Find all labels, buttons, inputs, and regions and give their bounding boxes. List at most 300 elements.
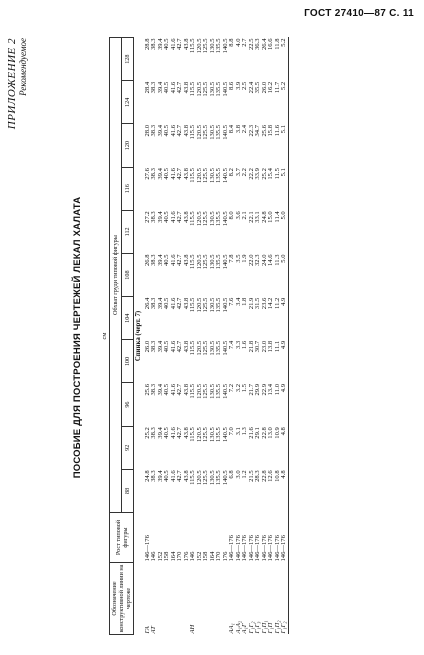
cell-value: 36.3 bbox=[254, 38, 261, 51]
cell-value: 21.8 bbox=[247, 340, 255, 353]
cell-value: 140.5 bbox=[221, 383, 229, 399]
cell-value: 40.5 bbox=[163, 470, 170, 482]
line-codes bbox=[229, 563, 288, 635]
cell-value: 38.3 bbox=[150, 81, 157, 94]
cell-value: 33.9 bbox=[254, 168, 261, 180]
cell-value: 130.5 bbox=[208, 340, 216, 356]
cell-value: 26.8 bbox=[143, 254, 151, 267]
cell-value: 39.4 bbox=[156, 383, 164, 396]
size-column-values bbox=[229, 253, 288, 296]
cell-value: 125.5 bbox=[202, 124, 209, 140]
cell-value: 26.4 bbox=[143, 297, 151, 310]
cell-value: 115.5 bbox=[189, 168, 196, 183]
cell-value: 4.9 bbox=[280, 297, 287, 306]
line-code: Г₁Г₃ bbox=[254, 621, 261, 634]
cell-value: 8.4 bbox=[228, 124, 235, 134]
cell-value: 23.6 bbox=[260, 297, 268, 310]
cell-value: 3.4 bbox=[234, 297, 242, 306]
size-column-values bbox=[229, 469, 288, 512]
cell-value: 43.8 bbox=[182, 38, 190, 51]
cell-value: 130.5 bbox=[208, 383, 216, 399]
size-column-values bbox=[145, 210, 191, 253]
cell-value: 21.7 bbox=[247, 383, 255, 396]
cell-value: 43.8 bbox=[182, 168, 190, 180]
cell-value: 120.5 bbox=[195, 124, 203, 140]
cell-value: 15.4 bbox=[267, 168, 274, 180]
cell-value: 135.5 bbox=[215, 297, 222, 313]
cell-value: 22.0 bbox=[247, 254, 255, 267]
cell-value: 11.1 bbox=[273, 340, 281, 353]
cell-value: 15.8 bbox=[267, 124, 274, 137]
line-code: АН bbox=[189, 624, 196, 634]
cell-value: 4.8 bbox=[280, 470, 287, 479]
cell-value: 140.5 bbox=[221, 297, 229, 313]
line-code: Г₁П₁ bbox=[260, 620, 268, 634]
cell-value: 3.0 bbox=[234, 470, 242, 479]
cell-value: 125.5 bbox=[202, 38, 209, 54]
cell-value: 16.2 bbox=[267, 81, 274, 94]
table-row bbox=[190, 38, 229, 635]
cell-value: 7.0 bbox=[228, 427, 235, 436]
cell-value: 39.4 bbox=[156, 211, 164, 223]
cell-value: 120.5 bbox=[195, 254, 203, 270]
cell-value: 28.0 bbox=[143, 124, 151, 137]
height-value: 146 bbox=[189, 551, 196, 562]
cell-value: 22.5 bbox=[247, 38, 255, 51]
cell-value: 120.5 bbox=[195, 211, 203, 227]
cell-value: 13.4 bbox=[267, 383, 274, 396]
cell-value: 120.5 bbox=[195, 297, 203, 313]
cell-value: 25.6 bbox=[143, 383, 151, 396]
cell-value: 12.6 bbox=[267, 470, 274, 482]
rotated-page bbox=[0, 20, 424, 655]
line-codes bbox=[145, 563, 191, 635]
cell-value: 3.1 bbox=[234, 427, 242, 436]
cell-value: 140.5 bbox=[221, 211, 229, 227]
cell-value: 39.4 bbox=[156, 340, 164, 353]
cell-value: 120.5 bbox=[195, 81, 203, 97]
cell-value: 8.6 bbox=[228, 81, 235, 91]
cell-value: 4.0 bbox=[234, 38, 242, 47]
cell-value: 41.6 bbox=[169, 254, 177, 267]
cell-value: 2.2 bbox=[241, 168, 248, 177]
cell-value: 135.5 bbox=[215, 81, 222, 97]
cell-value: 125.5 bbox=[202, 211, 209, 227]
line-code: Г₁П₂ bbox=[273, 620, 281, 634]
cell-value: 11.4 bbox=[273, 211, 281, 223]
cell-value: 22.1 bbox=[247, 211, 255, 223]
size-column-values bbox=[190, 210, 229, 253]
cell-value: 140.5 bbox=[221, 470, 229, 486]
cell-value: 1.2 bbox=[241, 470, 248, 479]
cell-value: 5.2 bbox=[280, 81, 287, 91]
annex-block bbox=[6, 38, 28, 129]
measurement-table bbox=[100, 37, 289, 635]
height-values bbox=[229, 513, 288, 563]
cell-value: 120.5 bbox=[195, 470, 203, 486]
cell-value: 22.9 bbox=[260, 383, 268, 396]
cell-value: 135.5 bbox=[215, 124, 222, 140]
cell-value: 130.5 bbox=[208, 297, 216, 313]
cell-value: 1.3 bbox=[241, 427, 248, 436]
cell-value: 24.0 bbox=[260, 254, 268, 267]
cell-value: 3.8 bbox=[234, 124, 242, 134]
height-value: 158 bbox=[202, 551, 209, 562]
cell-value: 115.5 bbox=[189, 383, 196, 399]
cell-value: 38.3 bbox=[150, 254, 157, 267]
cell-value: 11.2 bbox=[273, 297, 281, 309]
line-code: Г₁Г₂ bbox=[247, 621, 255, 634]
size-column-values bbox=[145, 253, 191, 296]
cell-value: 130.5 bbox=[208, 427, 216, 442]
cell-value: 39.4 bbox=[156, 470, 164, 482]
height-value: 176 bbox=[221, 551, 229, 562]
cell-value: 21.6 bbox=[247, 427, 255, 439]
line-code: Г₁П bbox=[267, 622, 274, 634]
size-header: 120 bbox=[122, 124, 134, 167]
height-value: 146—176 bbox=[234, 535, 242, 562]
line-code: АТ bbox=[150, 626, 157, 634]
cell-value: 11.8 bbox=[273, 38, 281, 50]
cell-value: 32.3 bbox=[254, 254, 261, 267]
size-column-values bbox=[145, 426, 191, 469]
cell-value: 43.8 bbox=[182, 254, 190, 267]
height-value: 176 bbox=[182, 551, 190, 562]
cell-value: 10.9 bbox=[273, 427, 281, 439]
height-value: 152 bbox=[156, 551, 164, 562]
cell-value: 40.5 bbox=[163, 297, 170, 310]
cell-value: 125.5 bbox=[202, 81, 209, 97]
cell-value: 10.8 bbox=[273, 470, 281, 482]
height-values bbox=[190, 513, 229, 563]
cell-value: 22.3 bbox=[247, 124, 255, 137]
cell-value: 40.5 bbox=[163, 340, 170, 353]
size-column-values bbox=[145, 383, 191, 426]
cell-value: 7.6 bbox=[228, 297, 235, 306]
size-column-values bbox=[145, 38, 191, 81]
cell-value: 1.6 bbox=[241, 340, 248, 350]
cell-value: 115.5 bbox=[189, 124, 196, 140]
cell-value: 41.6 bbox=[169, 297, 177, 310]
header-line-code: Обозначение конструктивной линии на чертеже bbox=[110, 563, 134, 635]
cell-value: 8.8 bbox=[228, 38, 235, 47]
size-header: 116 bbox=[122, 167, 134, 210]
cell-value: 21.9 bbox=[247, 297, 255, 310]
size-column-values bbox=[229, 383, 288, 426]
cell-value: 42.7 bbox=[176, 81, 183, 94]
cell-value: 42.7 bbox=[176, 211, 183, 223]
cell-value: 1.5 bbox=[241, 383, 248, 393]
size-column-values bbox=[229, 210, 288, 253]
size-column-values bbox=[145, 340, 191, 383]
cell-value: 11.7 bbox=[273, 81, 281, 94]
line-code: Г₁Г₂ bbox=[280, 621, 287, 634]
cell-value: 27.2 bbox=[143, 211, 151, 223]
height-value: 158 bbox=[163, 551, 170, 562]
line-code: ГА bbox=[143, 626, 151, 634]
height-value: 146—176 bbox=[254, 535, 261, 562]
cell-value: 140.5 bbox=[221, 168, 229, 183]
page-header: ГОСТ 27410—87 С. 11 bbox=[304, 8, 414, 19]
cell-value: 43.8 bbox=[182, 81, 190, 94]
cell-value: 3.6 bbox=[234, 211, 242, 220]
cell-value: 5.1 bbox=[280, 168, 287, 177]
cell-value: 39.4 bbox=[156, 38, 164, 51]
cell-value: 120.5 bbox=[195, 340, 203, 356]
cell-value: 38.3 bbox=[150, 383, 157, 396]
size-column-values bbox=[145, 297, 191, 340]
cell-value: 135.5 bbox=[215, 168, 222, 183]
cell-value: 125.5 bbox=[202, 427, 209, 442]
cell-value: 6.8 bbox=[228, 470, 235, 479]
cell-value: 115.5 bbox=[189, 470, 196, 485]
size-column-values bbox=[190, 38, 229, 81]
cell-value: 39.4 bbox=[156, 254, 164, 267]
cell-value: 39.4 bbox=[156, 124, 164, 137]
cell-value: 24.8 bbox=[143, 470, 151, 482]
size-header: 104 bbox=[122, 297, 134, 340]
cell-value: 7.8 bbox=[228, 254, 235, 263]
size-header: 112 bbox=[122, 210, 134, 253]
cell-value: 40.5 bbox=[163, 427, 170, 439]
cell-value: 22.2 bbox=[247, 168, 255, 180]
cell-value: 21.5 bbox=[247, 470, 255, 482]
cell-value: 125.5 bbox=[202, 383, 209, 399]
line-code: А₁А₂ bbox=[234, 620, 242, 634]
height-value: 146—176 bbox=[267, 535, 274, 562]
size-header: 88 bbox=[122, 469, 134, 512]
size-header: 100 bbox=[122, 340, 134, 383]
cell-value: 4.9 bbox=[280, 383, 287, 393]
size-column-values bbox=[145, 469, 191, 512]
cell-value: 41.6 bbox=[169, 427, 177, 439]
size-column-values bbox=[229, 167, 288, 210]
size-header: 124 bbox=[122, 81, 134, 124]
cell-value: 13.0 bbox=[267, 427, 274, 439]
cell-value: 130.5 bbox=[208, 168, 216, 183]
cell-value: 3.9 bbox=[234, 81, 242, 91]
cell-value: 42.7 bbox=[176, 168, 183, 180]
cell-value: 11.0 bbox=[273, 383, 281, 396]
cell-value: 30.7 bbox=[254, 340, 261, 353]
cell-value: 2.7 bbox=[241, 38, 248, 47]
cell-value: 1.9 bbox=[241, 254, 248, 263]
cell-value: 38.3 bbox=[150, 340, 157, 353]
cell-value: 8.0 bbox=[228, 211, 235, 220]
cell-value: 41.6 bbox=[169, 124, 177, 137]
cell-value: 28.3 bbox=[254, 470, 261, 482]
cell-value: 125.5 bbox=[202, 340, 209, 356]
annex-title: ПРИЛОЖЕНИЕ 2 bbox=[6, 38, 18, 130]
cell-value: 3.7 bbox=[234, 168, 242, 177]
line-codes bbox=[190, 563, 229, 635]
size-column-values bbox=[190, 297, 229, 340]
size-header: 92 bbox=[122, 426, 134, 469]
cell-value: 130.5 bbox=[208, 81, 216, 97]
cell-value: 42.7 bbox=[176, 124, 183, 137]
cell-value: 115.5 bbox=[189, 81, 196, 97]
cell-value: 42.7 bbox=[176, 297, 183, 310]
cell-value: 41.6 bbox=[169, 81, 177, 94]
cell-value: 130.5 bbox=[208, 254, 216, 270]
size-column-values bbox=[145, 124, 191, 167]
cell-value: 29.1 bbox=[254, 427, 261, 439]
cell-value: 3.5 bbox=[234, 254, 242, 263]
cell-value: 42.7 bbox=[176, 254, 183, 267]
cell-value: 39.4 bbox=[156, 427, 164, 439]
cell-value: 41.6 bbox=[169, 383, 177, 396]
size-header: 96 bbox=[122, 383, 134, 426]
cell-value: 38.3 bbox=[150, 470, 157, 482]
cell-value: 5.0 bbox=[280, 211, 287, 220]
cell-value: 26.0 bbox=[143, 340, 151, 353]
cell-value: 41.6 bbox=[169, 38, 177, 51]
cell-value: 43.8 bbox=[182, 124, 190, 137]
size-column-values bbox=[190, 124, 229, 167]
cell-value: 40.5 bbox=[163, 211, 170, 223]
size-column-values bbox=[145, 81, 191, 124]
cell-value: 42.7 bbox=[176, 340, 183, 353]
section-title: Спинка (черт. 7) bbox=[135, 310, 142, 362]
cell-value: 135.5 bbox=[215, 211, 222, 227]
cell-value: 135.5 bbox=[215, 340, 222, 356]
cell-value: 42.7 bbox=[176, 470, 183, 482]
cell-value: 4.8 bbox=[280, 427, 287, 436]
cell-value: 34.7 bbox=[254, 124, 261, 137]
height-value: 170 bbox=[176, 551, 183, 562]
cell-value: 31.5 bbox=[254, 297, 261, 310]
cell-value: 3.2 bbox=[234, 383, 242, 393]
cell-value: 28.4 bbox=[143, 81, 151, 94]
cell-value: 41.6 bbox=[169, 211, 177, 223]
size-column-values bbox=[190, 469, 229, 512]
cell-value: 40.5 bbox=[163, 168, 170, 180]
cell-value: 13.8 bbox=[267, 340, 274, 353]
annex-note: Рекомендуемое bbox=[18, 38, 28, 96]
cell-value: 2.5 bbox=[241, 81, 248, 91]
cell-value: 135.5 bbox=[215, 383, 222, 399]
height-value: 146—176 bbox=[241, 535, 248, 562]
cell-value: 135.5 bbox=[215, 470, 222, 486]
cell-value: 3.3 bbox=[234, 340, 242, 350]
height-value: 146—176 bbox=[260, 535, 268, 562]
cell-value: 28.8 bbox=[143, 38, 151, 51]
cell-value: 42.7 bbox=[176, 38, 183, 51]
cell-value: 11.6 bbox=[273, 124, 281, 137]
size-column-values bbox=[229, 340, 288, 383]
cell-value: 39.4 bbox=[156, 168, 164, 180]
cell-value: 130.5 bbox=[208, 470, 216, 486]
cell-value: 38.3 bbox=[150, 297, 157, 310]
cell-value: 11.3 bbox=[273, 254, 281, 266]
cell-value: 120.5 bbox=[195, 168, 203, 183]
cell-value: 26.4 bbox=[260, 38, 268, 51]
cell-value: 26.0 bbox=[260, 81, 268, 94]
line-code: АА₁ bbox=[228, 623, 235, 634]
cell-value: 120.5 bbox=[195, 427, 203, 442]
size-header: 128 bbox=[122, 38, 134, 81]
header-height: Рост типовой фигуры bbox=[110, 513, 134, 563]
table-body bbox=[134, 38, 289, 635]
table-row bbox=[229, 38, 288, 635]
height-value: 146—176 bbox=[273, 535, 281, 562]
cell-value: 2.4 bbox=[241, 124, 248, 134]
cell-value: 125.5 bbox=[202, 254, 209, 270]
height-values bbox=[145, 513, 191, 563]
cell-value: 24.8 bbox=[260, 211, 268, 223]
cell-value: 23.0 bbox=[260, 340, 268, 353]
cell-value: 39.4 bbox=[156, 297, 164, 310]
height-value: 170 bbox=[215, 551, 222, 562]
header-chest-group: Обхват груди типовой фигуры bbox=[110, 38, 122, 513]
cell-value: 120.5 bbox=[195, 383, 203, 399]
table-row bbox=[145, 38, 191, 635]
cell-value: 115.5 bbox=[189, 254, 196, 270]
height-value: 152 bbox=[195, 551, 203, 562]
cell-value: 7.4 bbox=[228, 340, 235, 350]
height-value: 146—176 bbox=[247, 535, 255, 562]
cell-value: 140.5 bbox=[221, 254, 229, 270]
cell-value: 40.5 bbox=[163, 81, 170, 94]
cell-value: 1.8 bbox=[241, 297, 248, 306]
cell-value: 33.1 bbox=[254, 211, 261, 223]
cell-value: 135.5 bbox=[215, 427, 222, 442]
cell-value: 115.5 bbox=[189, 427, 196, 442]
cell-value: 25.2 bbox=[260, 168, 268, 180]
size-column-values bbox=[229, 124, 288, 167]
size-column-values bbox=[229, 426, 288, 469]
cell-value: 41.6 bbox=[169, 168, 177, 180]
cell-value: 7.2 bbox=[228, 383, 235, 393]
size-column-values bbox=[190, 253, 229, 296]
cell-value: 40.5 bbox=[163, 383, 170, 396]
cell-value: 38.3 bbox=[150, 38, 157, 51]
cell-value: 5.1 bbox=[280, 124, 287, 134]
cell-value: 14.2 bbox=[267, 297, 274, 310]
units-label: см bbox=[100, 38, 110, 635]
cell-value: 38.3 bbox=[150, 211, 157, 223]
height-value: 164 bbox=[169, 551, 177, 562]
cell-value: 8.2 bbox=[228, 168, 235, 177]
size-column-values bbox=[190, 426, 229, 469]
height-value: 164 bbox=[208, 551, 216, 562]
size-column-values bbox=[229, 38, 288, 81]
size-column-values bbox=[229, 297, 288, 340]
cell-value: 140.5 bbox=[221, 38, 229, 54]
cell-value: 16.6 bbox=[267, 38, 274, 51]
cell-value: 29.9 bbox=[254, 383, 261, 396]
cell-value: 140.5 bbox=[221, 427, 229, 442]
cell-value: 5.0 bbox=[280, 254, 287, 263]
cell-value: 115.5 bbox=[189, 211, 196, 226]
cell-value: 11.5 bbox=[273, 168, 281, 180]
cell-value: 4.9 bbox=[280, 340, 287, 350]
size-header: 108 bbox=[122, 253, 134, 296]
cell-value: 22.4 bbox=[247, 81, 255, 94]
cell-value: 135.5 bbox=[215, 38, 222, 54]
cell-value: 35.5 bbox=[254, 81, 261, 94]
cell-value: 140.5 bbox=[221, 340, 229, 356]
cell-value: 40.5 bbox=[163, 38, 170, 51]
cell-value: 135.5 bbox=[215, 254, 222, 270]
cell-value: 41.6 bbox=[169, 340, 177, 353]
cell-value: 38.3 bbox=[150, 427, 157, 439]
size-column-values bbox=[229, 81, 288, 124]
cell-value: 15.0 bbox=[267, 211, 274, 223]
cell-value: 140.5 bbox=[221, 81, 229, 97]
cell-value: 22.8 bbox=[260, 427, 268, 439]
cell-value: 22.8 bbox=[260, 470, 268, 482]
